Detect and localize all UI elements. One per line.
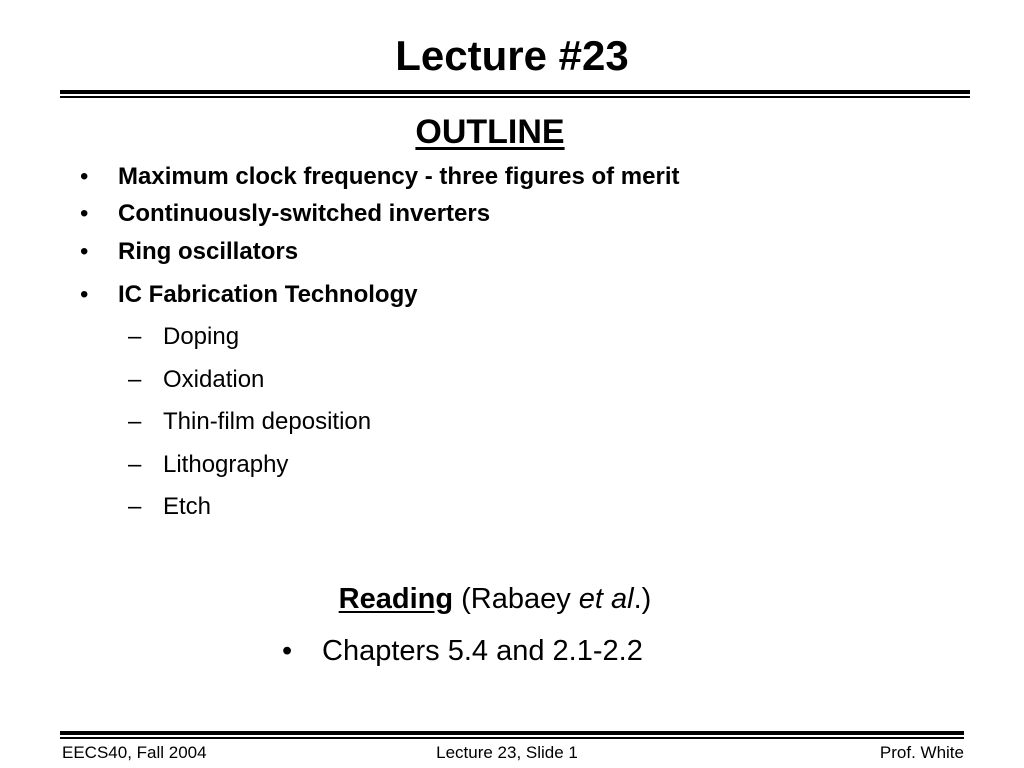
dash-icon: – bbox=[128, 408, 142, 435]
sub-item-text: Thin-film deposition bbox=[163, 408, 372, 435]
dash-icon: – bbox=[128, 323, 142, 350]
bullet-text: IC Fabrication Technology bbox=[118, 281, 418, 308]
slide-title: Lecture #23 bbox=[395, 32, 629, 79]
bullet-dot-icon: • bbox=[80, 238, 89, 265]
bottom-divider bbox=[60, 731, 964, 739]
footer-slide-number: Lecture 23, Slide 1 bbox=[436, 743, 578, 762]
reading-author-close: .) bbox=[633, 583, 652, 615]
footer-course: EECS40, Fall 2004 bbox=[62, 743, 207, 762]
bullet-dot-icon: • bbox=[80, 281, 89, 308]
reading-label: Reading bbox=[338, 583, 454, 615]
bullet-dot-icon: • bbox=[282, 635, 293, 667]
reading-heading bbox=[0, 580, 990, 618]
bullet-dot-icon: • bbox=[80, 163, 89, 190]
bullet-text: Maximum clock frequency - three figures of merit bbox=[118, 163, 680, 190]
sub-item-text: Lithography bbox=[163, 451, 289, 478]
top-divider bbox=[60, 90, 970, 98]
sub-item-text: Doping bbox=[163, 323, 240, 350]
reading-author-open: (Rabaey bbox=[453, 583, 579, 615]
reading-author-italic: et al bbox=[578, 583, 634, 615]
sub-item-text: Etch bbox=[163, 493, 212, 520]
outline-heading: OUTLINE bbox=[415, 113, 565, 151]
footer-author: Prof. White bbox=[879, 743, 964, 762]
bullet-text: Continuously-switched inverters bbox=[118, 200, 491, 227]
bullet-dot-icon: • bbox=[80, 200, 89, 227]
dash-icon: – bbox=[128, 451, 142, 478]
sub-item-text: Oxidation bbox=[163, 366, 265, 393]
dash-icon: – bbox=[128, 366, 142, 393]
reading-item-text: Chapters 5.4 and 2.1-2.2 bbox=[322, 635, 643, 667]
dash-icon: – bbox=[128, 493, 142, 520]
bullet-text: Ring oscillators bbox=[118, 238, 299, 265]
